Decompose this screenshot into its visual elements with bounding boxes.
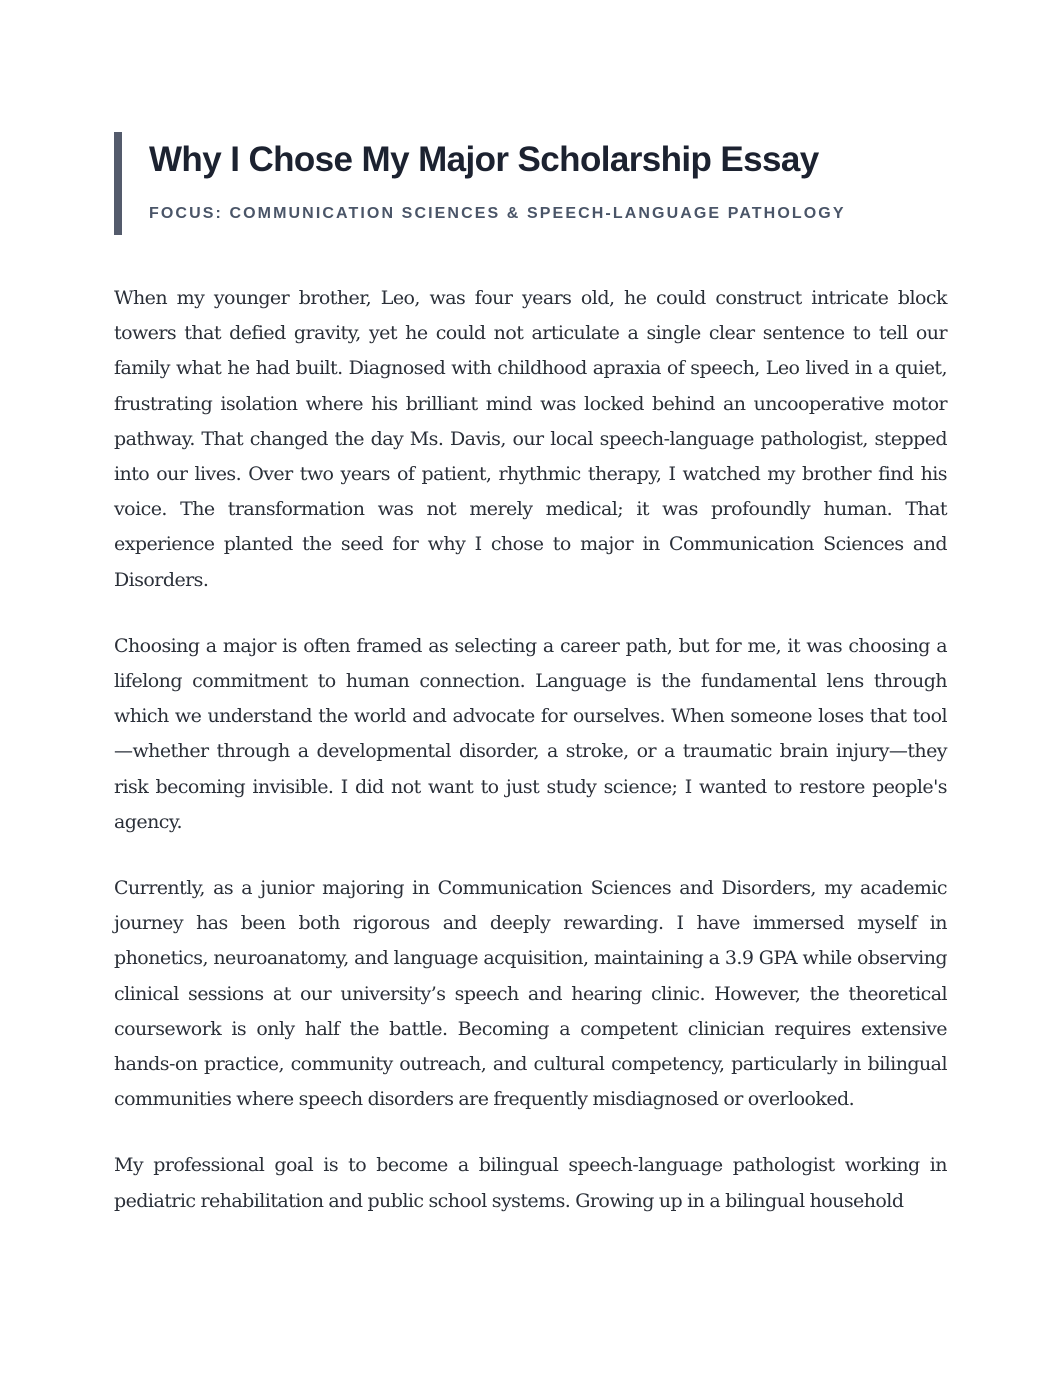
- essay-body: [114, 281, 947, 1250]
- page-subtitle: FOCUS: COMMUNICATION SCIENCES & SPEECH-LANGUAGE PATHOLOGY: [149, 205, 846, 222]
- essay-paragraph: Currently, as a junior majoring in Communication Sciences and Disorders, my academic journey has been both rigorous and deeply rewarding. I have immersed myself in phonetics, neuroanatomy, and language acquisition, maintaining a 3.9 GPA while observing clinical sessions at our university’s speech and hearing clinic. However, the theoretical coursework is only half the battle. Becoming a competent clinician requires extensive hands-on practice, community outreach, and cultural competency, particularly in bilingual communities where speech disorders are frequently misdiagnosed or overlooked.: [114, 877, 947, 1111]
- essay-paragraph: My professional goal is to become a bilingual speech-language pathologist working in pediatric rehabilitation and public school systems. Growing up in a bilingual household: [114, 1154, 947, 1212]
- essay-paragraph: Choosing a major is often framed as selecting a career path, but for me, it was choosing a lifelong commitment to human connection. Language is the fundamental lens through which we understand the world and advocate for ourselves. When someone loses that tool—whether through a developmental disorder, a stroke, or a traumatic brain injury—they risk becoming invisible. I did not want to just study science; I wanted to restore people's agency.: [114, 634, 947, 833]
- title-block: [114, 132, 948, 235]
- page-title: Why I Chose My Major Scholarship Essay: [149, 140, 819, 179]
- essay-paragraph: When my younger brother, Leo, was four years old, he could construct intricate block towers that defied gravity, yet he could not articulate a single clear sentence to tell our family what he had built. Diagnosed with childhood apraxia of speech, Leo lived in a quiet, frustrating isolation where his brilliant mind was locked behind an uncooperative motor pathway. That changed the day Ms. Davis, our local speech-language pathologist, stepped into our lives. Over two years of patient, rhythmic therapy, I watched my brother find his voice. The transformation was not merely medical; it was profoundly human. That experience planted the seed for why I chose to major in Communication Sciences and Disorders.: [114, 287, 947, 591]
